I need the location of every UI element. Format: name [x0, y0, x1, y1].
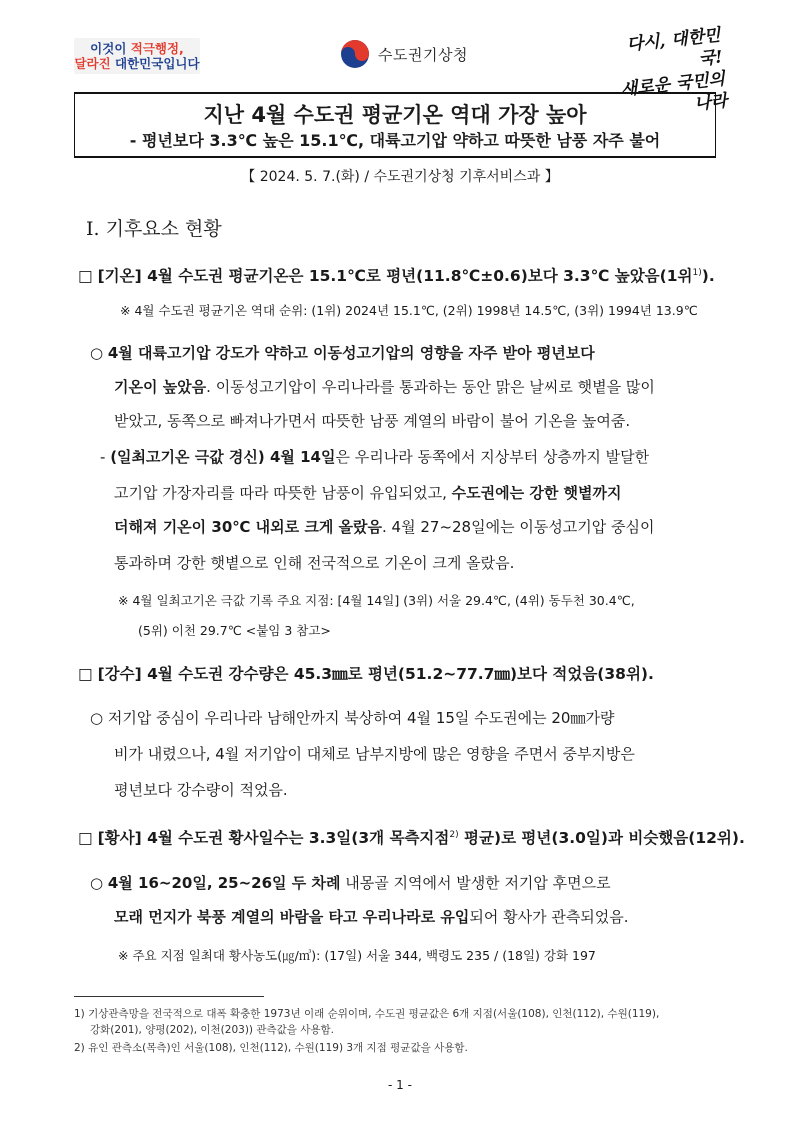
text: 저기압 중심이 우리나라 남해안까지 북상하여 4월 15일 수도권에는 20㎜가량: [107, 709, 615, 727]
circle-bullet: ○: [90, 709, 108, 727]
paragraph-line: [90, 707, 614, 728]
footnote: 강화(201), 양평(202), 이천(203)) 관측값을 사용함.: [90, 1024, 335, 1036]
dust-concentration-note: ※ 주요 지점 일최대 황사농도(㎍/㎥): (17일) 서울 344, 백령도 235 / (18일) 강화 197: [118, 948, 596, 963]
footnote: 2) 유인 관측소(목측)인 서울(108), 인천(112), 수원(119) 3개 지점 평균값을 사용함.: [74, 1042, 468, 1054]
badge-text: 달라진: [74, 56, 116, 71]
paragraph-line: [114, 376, 655, 397]
page-number: - 1 -: [388, 1078, 412, 1092]
circle-bullet: ○: [90, 344, 108, 362]
paragraph-line: 통과하며 강한 햇볕으로 인해 전국적으로 기온이 크게 올랐음.: [114, 554, 515, 572]
text: . 4월 27~28일에는 이동성고기압 중심이: [382, 518, 655, 536]
text: . 이동성고기압이 우리나라를 통과하는 동안 맑은 날씨로 햇볕을 많이: [206, 378, 655, 396]
paragraph-line: 평년보다 강수량이 적었음.: [114, 781, 288, 799]
paragraph-line: [90, 342, 595, 363]
section-heading: Ⅰ. 기후요소 현황: [86, 218, 222, 240]
bold-text: 기온이 높았음: [114, 378, 207, 396]
badge-text: 대한민국입니다: [115, 56, 200, 71]
paragraph-line: 받았고, 동쪽으로 빠져나가면서 따뜻한 남풍 계열의 바람이 불어 기온을 높여줌.: [114, 412, 631, 430]
footnote-ref: 1): [692, 267, 702, 278]
precipitation-heading: [78, 662, 654, 684]
temperature-heading: [78, 264, 715, 286]
bold-text: 4월 16~20일, 25~26일 두 차례: [107, 874, 341, 892]
slogan-line: 새로운 국민의 나라: [619, 69, 729, 115]
paragraph-line: [114, 516, 655, 537]
heading-text: [황사] 4월 수도권 황사일수는 3.3일(3개 목측지점: [97, 829, 450, 847]
temperature-rank-note: ※ 4월 수도권 평균기온 역대 순위: (1위) 2024년 15.1℃, (2위) 1998년 14.5℃, (3위) 1994년 13.9℃: [120, 303, 698, 318]
badge-text: 적극행정,: [130, 41, 184, 56]
text: 내몽골 지역에서 발생한 저기압 후면으로: [340, 874, 611, 892]
record-note: ※ 4월 일최고기온 극값 기록 주요 지점: [4월 14일] (3위) 서울 29.4℃, (4위) 동두천 30.4℃,: [118, 593, 635, 608]
slogan-line: 다시, 대한민국!: [625, 25, 724, 70]
paragraph-line: 비가 내렸으나, 4월 저기압이 대체로 남부지방에 많은 영향을 주면서 중부지방은: [114, 745, 635, 763]
text: 고기압 가장자리를 따라 따뜻한 남풍이 유입되었고,: [114, 484, 452, 502]
dateline: 【 2024. 5. 7.(화) / 수도권기상청 기후서비스과 】: [241, 169, 559, 185]
heading-text: [기온] 4월 수도권 평균기온은 15.1℃로 평년(11.8℃±0.6)보다 3.3℃ 높았음(1위: [97, 267, 693, 285]
text: 은 우리나라 동쪽에서 지상부터 상층까지 발달한: [335, 448, 650, 466]
proactive-admin-badge: [74, 38, 200, 74]
paragraph-line: [114, 482, 622, 503]
title-box: [74, 92, 716, 158]
checkbox-bullet: □: [78, 665, 98, 683]
bold-text: 모래 먼지가 북풍 계열의 바람을 타고 우리나라로 유입: [114, 908, 470, 926]
text: 되어 황사가 관측되었음.: [469, 908, 629, 926]
footnote: 1) 기상관측망을 전국적으로 대폭 확충한 1973년 이래 순위이며, 수도권 평균값은 6개 지점(서울(108), 인천(112), 수원(119),: [74, 1008, 660, 1020]
taegeuk-emblem-icon: [340, 39, 370, 69]
bold-text: 더해져 기온이 30℃ 내외로 크게 올랐음: [114, 518, 383, 536]
footnote-divider: [74, 996, 264, 997]
bold-text: 4월 대륙고기압 강도가 약하고 이동성고기압의 영향을 자주 받아 평년보다: [107, 344, 595, 362]
yellow-dust-heading: [78, 826, 745, 848]
dash-bullet: -: [100, 448, 111, 466]
badge-text: 이것이: [90, 41, 131, 56]
circle-bullet: ○: [90, 874, 108, 892]
bold-text: 수도권에는 강한 햇볕까지: [451, 484, 622, 502]
heading-text: ).: [701, 267, 715, 285]
heading-text: 평균)로 평년(3.0일)과 비슷했음(12위).: [458, 829, 745, 847]
agency-name: 수도권기상청: [378, 45, 468, 64]
checkbox-bullet: □: [78, 267, 98, 285]
record-note: (5위) 이천 29.7℃ <붙임 3 참고>: [138, 623, 331, 638]
subtitle: - 평년보다 3.3℃ 높은 15.1℃, 대륙고기압 약하고 따뜻한 남풍 자주 불어: [129, 131, 661, 150]
checkbox-bullet: □: [78, 829, 98, 847]
footnote-ref: 2): [449, 829, 459, 840]
bold-text: (일최고기온 극값 경신) 4월 14일: [110, 448, 336, 466]
paragraph-line: [100, 446, 649, 467]
paragraph-line: [114, 906, 629, 927]
paragraph-line: [90, 872, 611, 893]
main-title: 지난 4월 수도권 평균기온 역대 가장 높아: [203, 103, 587, 127]
heading-text: [강수] 4월 수도권 강수량은 45.3㎜로 평년(51.2~77.7㎜)보다 적었음(38위).: [97, 665, 654, 683]
agency-logo: [340, 38, 468, 70]
